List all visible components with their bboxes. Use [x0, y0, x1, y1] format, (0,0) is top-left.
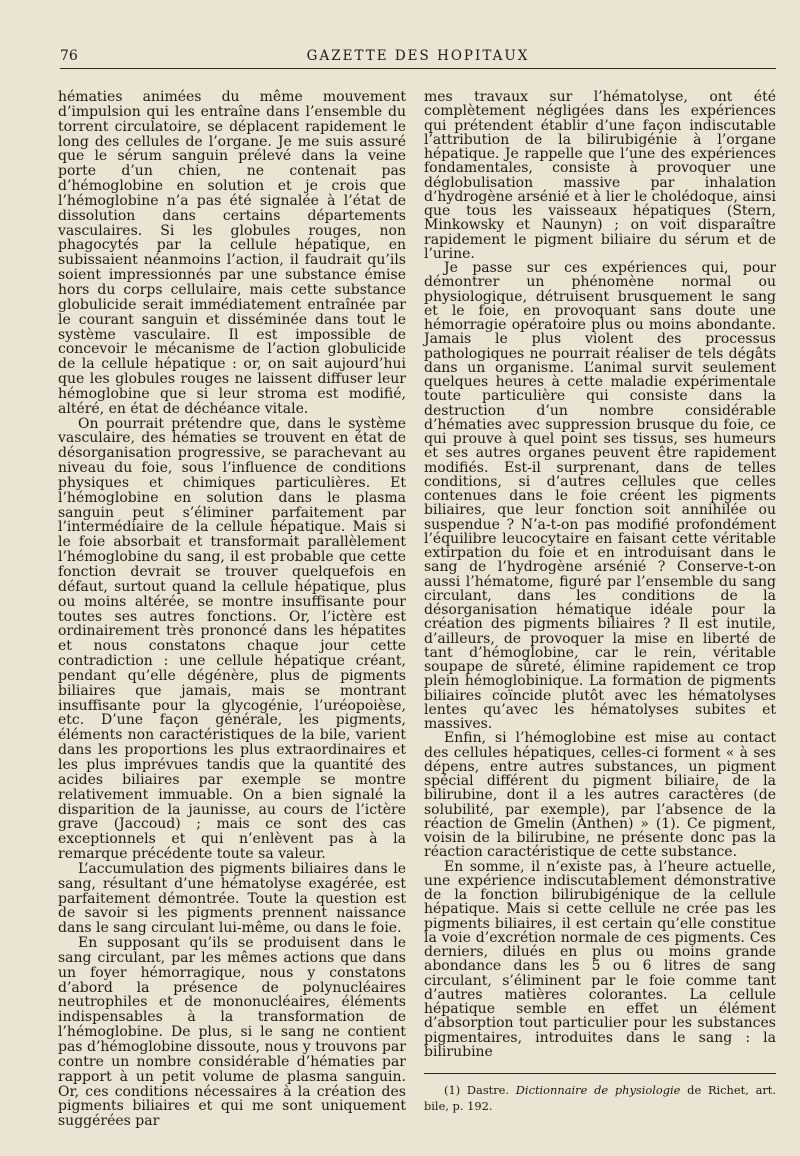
- paragraph: Je passe sur ces expériences qui, pour démontrer un phénomène normal ou physiologique, détruisent brusquement le sang et le foie, en provoquant sans doute une hémorragie opératoire plus ou moins abondante. Jamais le plus violent des processus pathologiques ne pourrait réaliser de tels dégâts dans un organisme. L’animal survit seulement quelques heures à cette maladie expérimentale toute particulière qui consiste dans la destruction d’un nombre considérable d’hématies avec suppression brusque du foie, ce qui prouve à quel point ses tissus, ses humeurs et ses autres organes peuvent être rapidement modifiés. Est-il surprenant, dans de telles conditions, si d’autres cellules que celles contenues dans le foie créent les pigments biliaires, que leur fonction soit annihilée ou suspendue ? N’a-t-on pas modifié profondément l’équilibre leucocytaire en faisant cette véritable extirpation du foie et en introduisant dans le sang de l’hydrogène arsénié ? Conserve-t-on aussi l’hématome, figuré par l’ensemble du sang circulant, dans les conditions de la désorganisation hématique idéale pour la création des pigments biliaires ? Il est inutile, d’ailleurs, de provoquer la mise en liberté de tant d’hémoglobine, car le rein, véritable soupape de sûreté, élimine rapidement ce trop plein hémoglobinique. La formation de pigments biliaires coïncide plutôt avec les hématolyses lentes qu’avec les hématolyses subites et massives.: [424, 260, 776, 732]
- left-column: [58, 90, 406, 1129]
- page-number: 76: [60, 48, 78, 64]
- header-rule: [60, 68, 776, 69]
- footnote-marker: (1): [444, 1083, 467, 1097]
- footnote: [424, 1082, 776, 1114]
- paragraph: L’accumulation des pigments biliaires dans le sang, résultant d’une hématolyse exagérée, est parfaitement démontrée. Toute la question est de savoir si les pigments prennent naissance dans le sang circulant lui-même, ou dans le foie.: [58, 860, 406, 937]
- footnote-rest: de Richet, art. bile, p. 192.: [424, 1083, 777, 1113]
- running-title: GAZETTE DES HOPITAUX: [306, 48, 530, 64]
- paragraph: hématies animées du même mouvement d’impulsion qui les entraîne dans l’ensemble du torrent circulatoire, se déplacent rapidement le long des cellules de l’organe. Je me suis assuré que le sérum sanguin prélevé dans la veine porte d’un chien, ne contenait pas d’hémoglobine en solution et je crois que l’hémoglobine n’a pas été signalée à l’état de dissolution dans certains départements vasculaires. Si les globules rouges, non phagocytés par la cellule hépatique, en subissaient néanmoins l’action, il faudrait qu’ils soient impressionnés par une substance émise hors du corps cellulaire, mais cette substance globulicide serait immédiatement entraînée par le courant sanguin et disséminée dans tout le système vasculaire. Il est impossible de concevoir le mécanisme de l’action globulicide de la cellule hépatique : or, on sait aujourd’hui que les globules rouges ne laissent diffuser leur hémoglobine que si leur stroma est modifié, altéré, en état de déchéance vitale.: [58, 89, 406, 417]
- paragraph: On pourrait prétendre que, dans le système vasculaire, des hématies se trouvent en état de désorganisation progressive, se parachevant au niveau du foie, sous l’influence de conditions physiques et chimiques particulières. Et l’hémoglobine en solution dans le plasma sanguin peut s’éliminer parfaitement par l’intermédiaire de la cellule hépatique. Mais si le foie absorbait et transformait parallèlement l’hémoglobine du sang, il est probable que cette fonction devrait se trouver quelquefois en défaut, surtout quand la cellule hépatique, plus ou moins altérée, se montre insuffisante pour toutes ses autres fonctions. Or, l’ictère est ordinairement très prononcé dans les hépatites et nous constatons chaque jour cette contradiction : une cellule hépatique créant, pendant qu’elle dégénère, plus de pigments biliaires que jamais, mais se montrant insuffisante pour la glycogénie, l’uréopoièse, etc. D’une façon générale, les pigments, éléments non caractéristiques de la bile, varient dans les proportions les plus extraordinaires et les plus imprévues tandis que la quantité des acides biliaires par exemple se montre relativement immuable. On a bien signalé la disparition de la jaunisse, au cours de l’ictère grave (Jaccoud) ; mais ce sont des cas exceptionnels et qui n’enlèvent pas à la remarque précédente toute sa valeur.: [58, 415, 406, 863]
- paragraph: Enfin, si l’hémoglobine est mise au contact des cellules hépatiques, celles-ci forment « à ses dépens, entre autres substances, un pigment spécial différent du pigment biliaire, de la bilirubine, dont il a les autres caractères (de solubilité, par exemple), par l’absence de la réaction de Gmelin (Anthen) » (1). Ce pigment, voisin de la bilirubine, ne présente donc pas la réaction caractéristique de cette substance.: [424, 730, 776, 861]
- footnote-title: Dictionnaire de physiologie: [515, 1083, 681, 1097]
- paragraph: mes travaux sur l’hématolyse, ont été complètement négligées dans les expériences qui prétendent établir d’une façon indiscutable l’attribution de la bilirubigénie à l’organe hépatique. Je rappelle que l’une des expériences fondamentales, consiste à provoquer une déglobulisation massive par inhalation d’hydrogène arsénié et à lier le cholédoque, ainsi que tous les vaisseaux hépatiques (Stern, Minkowsky et Naunyn) ; on voit disparaître rapidement le pigment biliaire du sérum et de l’urine.: [424, 89, 776, 262]
- page-header: [60, 40, 776, 70]
- footnote-author: Dastre.: [466, 1083, 516, 1097]
- paragraph: En supposant qu’ils se produisent dans le sang circulant, par les mêmes actions que dans un foyer hémorragique, nous y constatons d’abord la présence de polynucléaires neutrophiles et de mononucléaires, éléments indispensables à la transformation de l’hémoglobine. De plus, si le sang ne contient pas d’hémoglobine dissoute, nous y trouvons par contre un nombre considérable d’hématies par rapport à un petit volume de plasma sanguin. Or, ces conditions nécessaires à la création des pigments biliaires et qui me sont uniquement suggérées par: [58, 935, 406, 1130]
- right-column: [424, 90, 776, 1059]
- footnote-rule: [424, 1073, 776, 1074]
- paragraph: En somme, il n’existe pas, à l’heure actuelle, une expérience indiscutablement démonstrative de la fonction bilirubigénique de la cellule hépatique. Mais si cette cellule ne crée pas les pigments biliaires, il est certain qu’elle constitue la voie d’excrétion normale de ces pigments. Ces derniers, dilués en plus ou moins grande abondance dans les 5 ou 6 litres de sang circulant, s’éliminent par le foie comme tant d’autres matières colorantes. La cellule hépatique semble en effet un élément d’absorption tout particulier pour les substances pigmentaires, introduites dans le sang : la bilirubine: [424, 858, 776, 1060]
